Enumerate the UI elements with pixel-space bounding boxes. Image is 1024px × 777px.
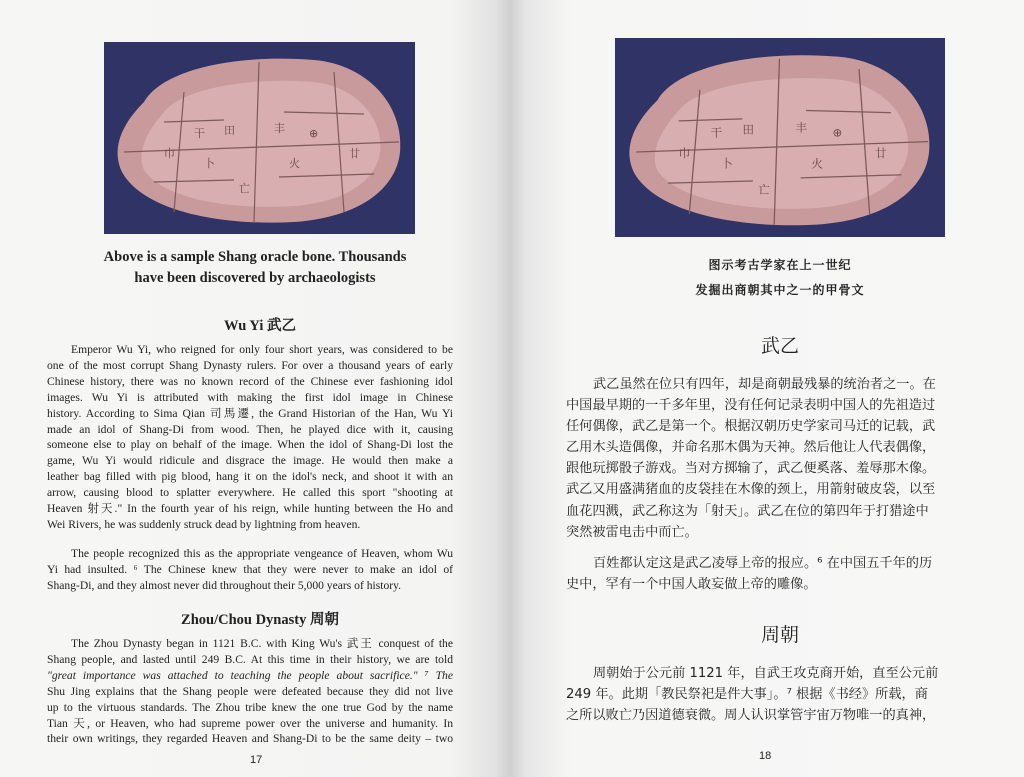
text-line: 百姓都认定这是武乙凌辱上帝的报应。⁶ 在中国五千年的历	[593, 556, 933, 571]
text-line: 之所以败亡乃因道德衰微。周人认识掌管宇宙万物唯一的真神，	[566, 708, 936, 724]
svg-text:火: 火	[811, 156, 823, 171]
text-line: Chinese history, there was no known record of the Chinese ever fashioning idol	[47, 374, 453, 388]
text-line: Wei Rivers, he was suddenly struck dead by lightning from heaven.	[47, 517, 361, 531]
svg-text:卜: 卜	[721, 156, 733, 171]
section-heading-zhou: Zhou/Chou Dynasty 周朝	[181, 612, 339, 628]
text-line: Tian 天, or Heaven, who had supreme power over the universe and humanity. In	[47, 716, 453, 730]
text-line: history. According to Sima Qian 司馬遷, the Grand Historian of the Han, Wu Yi	[47, 406, 453, 420]
svg-text:干: 干	[710, 125, 723, 140]
svg-text:卜: 卜	[204, 157, 215, 170]
oracle-bone-photo	[615, 38, 945, 237]
svg-text:干: 干	[194, 127, 205, 140]
text-line: up to the virtuous standards. The Zhou tribe knew the one true God by the name	[47, 700, 453, 714]
text-line: Heaven 射天." In the fourth year of his reign, while hunting between the Ho and	[47, 502, 453, 516]
zhou-paragraph-1	[47, 636, 453, 747]
photo-caption	[60, 247, 450, 289]
svg-text:⊕: ⊕	[832, 125, 843, 140]
svg-text:⊕: ⊕	[309, 127, 319, 140]
text-line: 任何偶像，武乙是第一个。根据汉朝历史学家司马迁的记载，武	[566, 419, 936, 435]
svg-text:亡: 亡	[758, 182, 770, 197]
svg-text:丰: 丰	[795, 120, 808, 135]
text-line: "great importance was attached to teaching the people about sacrifice." ⁷ The	[47, 668, 453, 682]
svg-text:巾: 巾	[164, 147, 175, 160]
wuyi-paragraph-2-zh	[566, 553, 972, 595]
caption-line: 图示考古学家在上一世纪	[708, 258, 852, 272]
svg-text:田: 田	[742, 122, 754, 137]
svg-text:火: 火	[289, 157, 300, 170]
text-line: someone else to play on behalf of the image. When the idol of Shang-Di lost the	[47, 438, 453, 452]
text-line: The people recognized this as the appropriate vengeance of Heaven, whom Wu	[71, 547, 453, 560]
text-line: game, Wu Yi would ridicule and disgrace the image. He would then make a	[47, 454, 453, 468]
caption-line: 发掘出商朝其中之一的甲骨文	[695, 283, 865, 297]
wuyi-paragraph-1	[47, 342, 453, 533]
zhou-paragraph-1-zh	[566, 663, 972, 726]
left-page	[0, 0, 510, 777]
section-heading-zhou-zh: 周朝	[760, 624, 799, 646]
page-number: 18	[759, 750, 772, 762]
text-line: made an idol of Shang-Di from wood. Then, he played dice with it, causing	[47, 422, 453, 436]
svg-text:廿: 廿	[349, 147, 360, 160]
caption-line: Above is a sample Shang oracle bone. Thousands	[103, 249, 407, 265]
wuyi-paragraph-2	[47, 546, 453, 594]
text-line: 249 年。此期「教民祭祀是件大事」。⁷ 根据《书经》所载，商	[566, 687, 928, 703]
svg-text:亡: 亡	[239, 182, 250, 195]
oracle-bone-photo	[104, 42, 415, 234]
text-line: their own writings, they regarded Heaven and Shang-Di to be the same deity – two	[47, 732, 453, 746]
text-line: 武乙又用盛满猪血的皮袋挂在木像的颈上，用箭射破皮袋，以至	[566, 482, 936, 498]
text-line: arrow, causing blood to splatter everywhere. He called this sport "shooting at	[47, 486, 453, 500]
text-line: 周朝始于公元前 1121 年，自武王攻克商开始，直至公元前	[593, 666, 939, 681]
wuyi-paragraph-1-zh	[566, 374, 972, 543]
photo-caption-zh	[615, 256, 945, 298]
text-line: Emperor Wu Yi, who reigned for only four short years, was considered to be	[71, 343, 453, 356]
text-line: 史中，罕有一个中国人敢妄做上帝的雕像。	[566, 577, 817, 593]
text-line: 突然被雷电击中而亡。	[566, 524, 698, 540]
text-line: Shang people, and lasted until 249 B.C. At this time in their history, we are told	[47, 652, 453, 666]
text-line: leather bag filled with pig blood, hang it on the idol's neck, and shoot it with an	[47, 470, 453, 484]
svg-text:田: 田	[224, 124, 235, 137]
page-number: 17	[250, 754, 263, 766]
section-heading-wuyi: Wu Yi 武乙	[224, 318, 296, 334]
text-line: 跟他玩掷骰子游戏。当对方掷输了，武乙便奚落、羞辱那木像。	[566, 461, 936, 477]
text-line: Shang-Di, and they almost never did throughout their 5,000 years of history.	[47, 578, 402, 592]
text-line: one of the most corrupt Shang Dynasty rulers. For over a thousand years of early	[47, 358, 453, 372]
text-line: 血花四溅，武乙称这为「射天」。武乙在位的第四年于打猎途中	[566, 503, 929, 519]
svg-text:巾: 巾	[678, 146, 691, 161]
svg-text:丰: 丰	[274, 122, 285, 135]
text-line: 中国最早期的一千多年里，没有任何记录表明中国人的先祖造过	[566, 398, 936, 414]
text-line: Yi had insulted. ⁶ The Chinese knew that they were never to make an idol of	[47, 562, 453, 576]
caption-line: have been discovered by archaeologists	[134, 270, 376, 286]
text-line: images. Wu Yi is attributed with making the first idol image in Chinese	[47, 390, 453, 404]
svg-text:廿: 廿	[874, 146, 887, 161]
text-line: 武乙虽然在位只有四年，却是商朝最残暴的统治者之一。在	[593, 377, 936, 392]
text-line: Shu Jing explains that the Shang people were defeated because they did not live	[47, 684, 453, 698]
text-line: The Zhou Dynasty began in 1121 B.C. with King Wu's 武王 conquest of the	[71, 637, 453, 650]
text-line: 乙用木头造偶像，并命名那木偶为天神。然后他让人代表偶像，	[566, 440, 936, 456]
section-heading-wuyi-zh: 武乙	[760, 335, 799, 357]
